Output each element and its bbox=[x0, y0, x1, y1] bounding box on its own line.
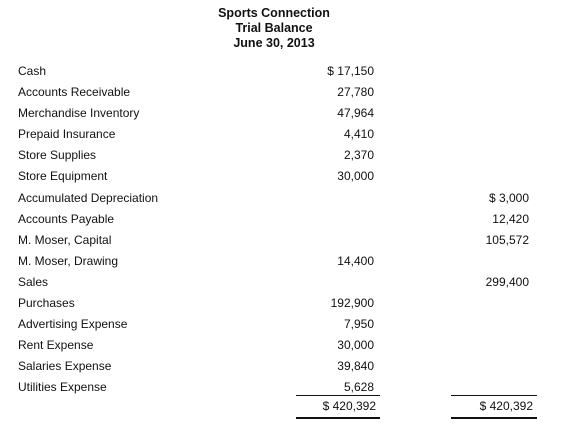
account-name: Prepaid Insurance bbox=[18, 127, 116, 142]
account-name: Accounts Receivable bbox=[18, 85, 131, 100]
debit-amount: 39,840 bbox=[337, 359, 374, 374]
statement-header bbox=[0, 6, 548, 51]
debit-total-double-rule bbox=[296, 417, 380, 419]
account-name: Merchandise Inventory bbox=[18, 106, 140, 121]
account-name: Advertising Expense bbox=[18, 317, 128, 332]
credit-total-top-rule bbox=[451, 395, 537, 396]
credit-amount: 299,400 bbox=[485, 274, 529, 289]
account-name: M. Moser, Drawing bbox=[18, 253, 119, 268]
statement-title: Trial Balance bbox=[235, 21, 313, 35]
account-name: Store Equipment bbox=[18, 169, 108, 184]
debit-amount: 4,410 bbox=[343, 127, 374, 142]
table-row bbox=[0, 293, 568, 314]
debit-amount: 14,400 bbox=[337, 253, 374, 268]
debit-total-top-rule bbox=[296, 395, 380, 396]
account-name: Purchases bbox=[18, 296, 75, 311]
table-row bbox=[0, 314, 568, 335]
table-row bbox=[0, 124, 568, 145]
statement-date: June 30, 2013 bbox=[233, 36, 315, 50]
debit-amount: 47,964 bbox=[337, 106, 374, 121]
debit-amount: 30,000 bbox=[337, 169, 374, 184]
table-row bbox=[0, 251, 568, 272]
account-name: Cash bbox=[18, 64, 47, 78]
account-name: Accounts Payable bbox=[18, 211, 115, 226]
table-row bbox=[0, 272, 568, 293]
debit-amount: 2,370 bbox=[343, 148, 374, 163]
table-row bbox=[0, 230, 568, 251]
debit-amount: 27,780 bbox=[337, 85, 374, 100]
debit-total bbox=[296, 395, 380, 414]
account-name: Rent Expense bbox=[18, 338, 94, 353]
debit-total-value: $ 420,392 bbox=[322, 399, 376, 413]
credit-total bbox=[451, 395, 537, 414]
table-row bbox=[0, 166, 568, 187]
credit-amount: 12,420 bbox=[492, 211, 529, 226]
table-row bbox=[0, 188, 568, 209]
totals-row bbox=[0, 395, 568, 425]
company-name: Sports Connection bbox=[218, 6, 330, 20]
account-name: Accumulated Depreciation bbox=[18, 190, 159, 205]
account-name: M. Moser, Capital bbox=[18, 232, 112, 247]
trial-balance-rows bbox=[0, 61, 568, 399]
table-row bbox=[0, 103, 568, 124]
debit-amount: 7,950 bbox=[343, 317, 374, 332]
table-row bbox=[0, 61, 568, 82]
credit-total-value: $ 420,392 bbox=[479, 399, 533, 413]
credit-amount: $ 3,000 bbox=[488, 190, 529, 205]
debit-amount: 5,628 bbox=[343, 380, 374, 395]
account-name: Utilities Expense bbox=[18, 380, 107, 395]
table-row bbox=[0, 335, 568, 356]
credit-amount: 105,572 bbox=[485, 232, 529, 247]
debit-amount: 30,000 bbox=[337, 338, 374, 353]
account-name: Salaries Expense bbox=[18, 359, 112, 374]
table-row bbox=[0, 145, 568, 166]
account-name: Sales bbox=[18, 274, 49, 289]
debit-amount: 192,900 bbox=[330, 296, 374, 311]
account-name: Store Supplies bbox=[18, 148, 97, 163]
table-row bbox=[0, 356, 568, 377]
debit-amount: $ 17,150 bbox=[327, 64, 374, 78]
credit-total-double-rule bbox=[451, 417, 537, 419]
table-row bbox=[0, 82, 568, 103]
table-row bbox=[0, 209, 568, 230]
